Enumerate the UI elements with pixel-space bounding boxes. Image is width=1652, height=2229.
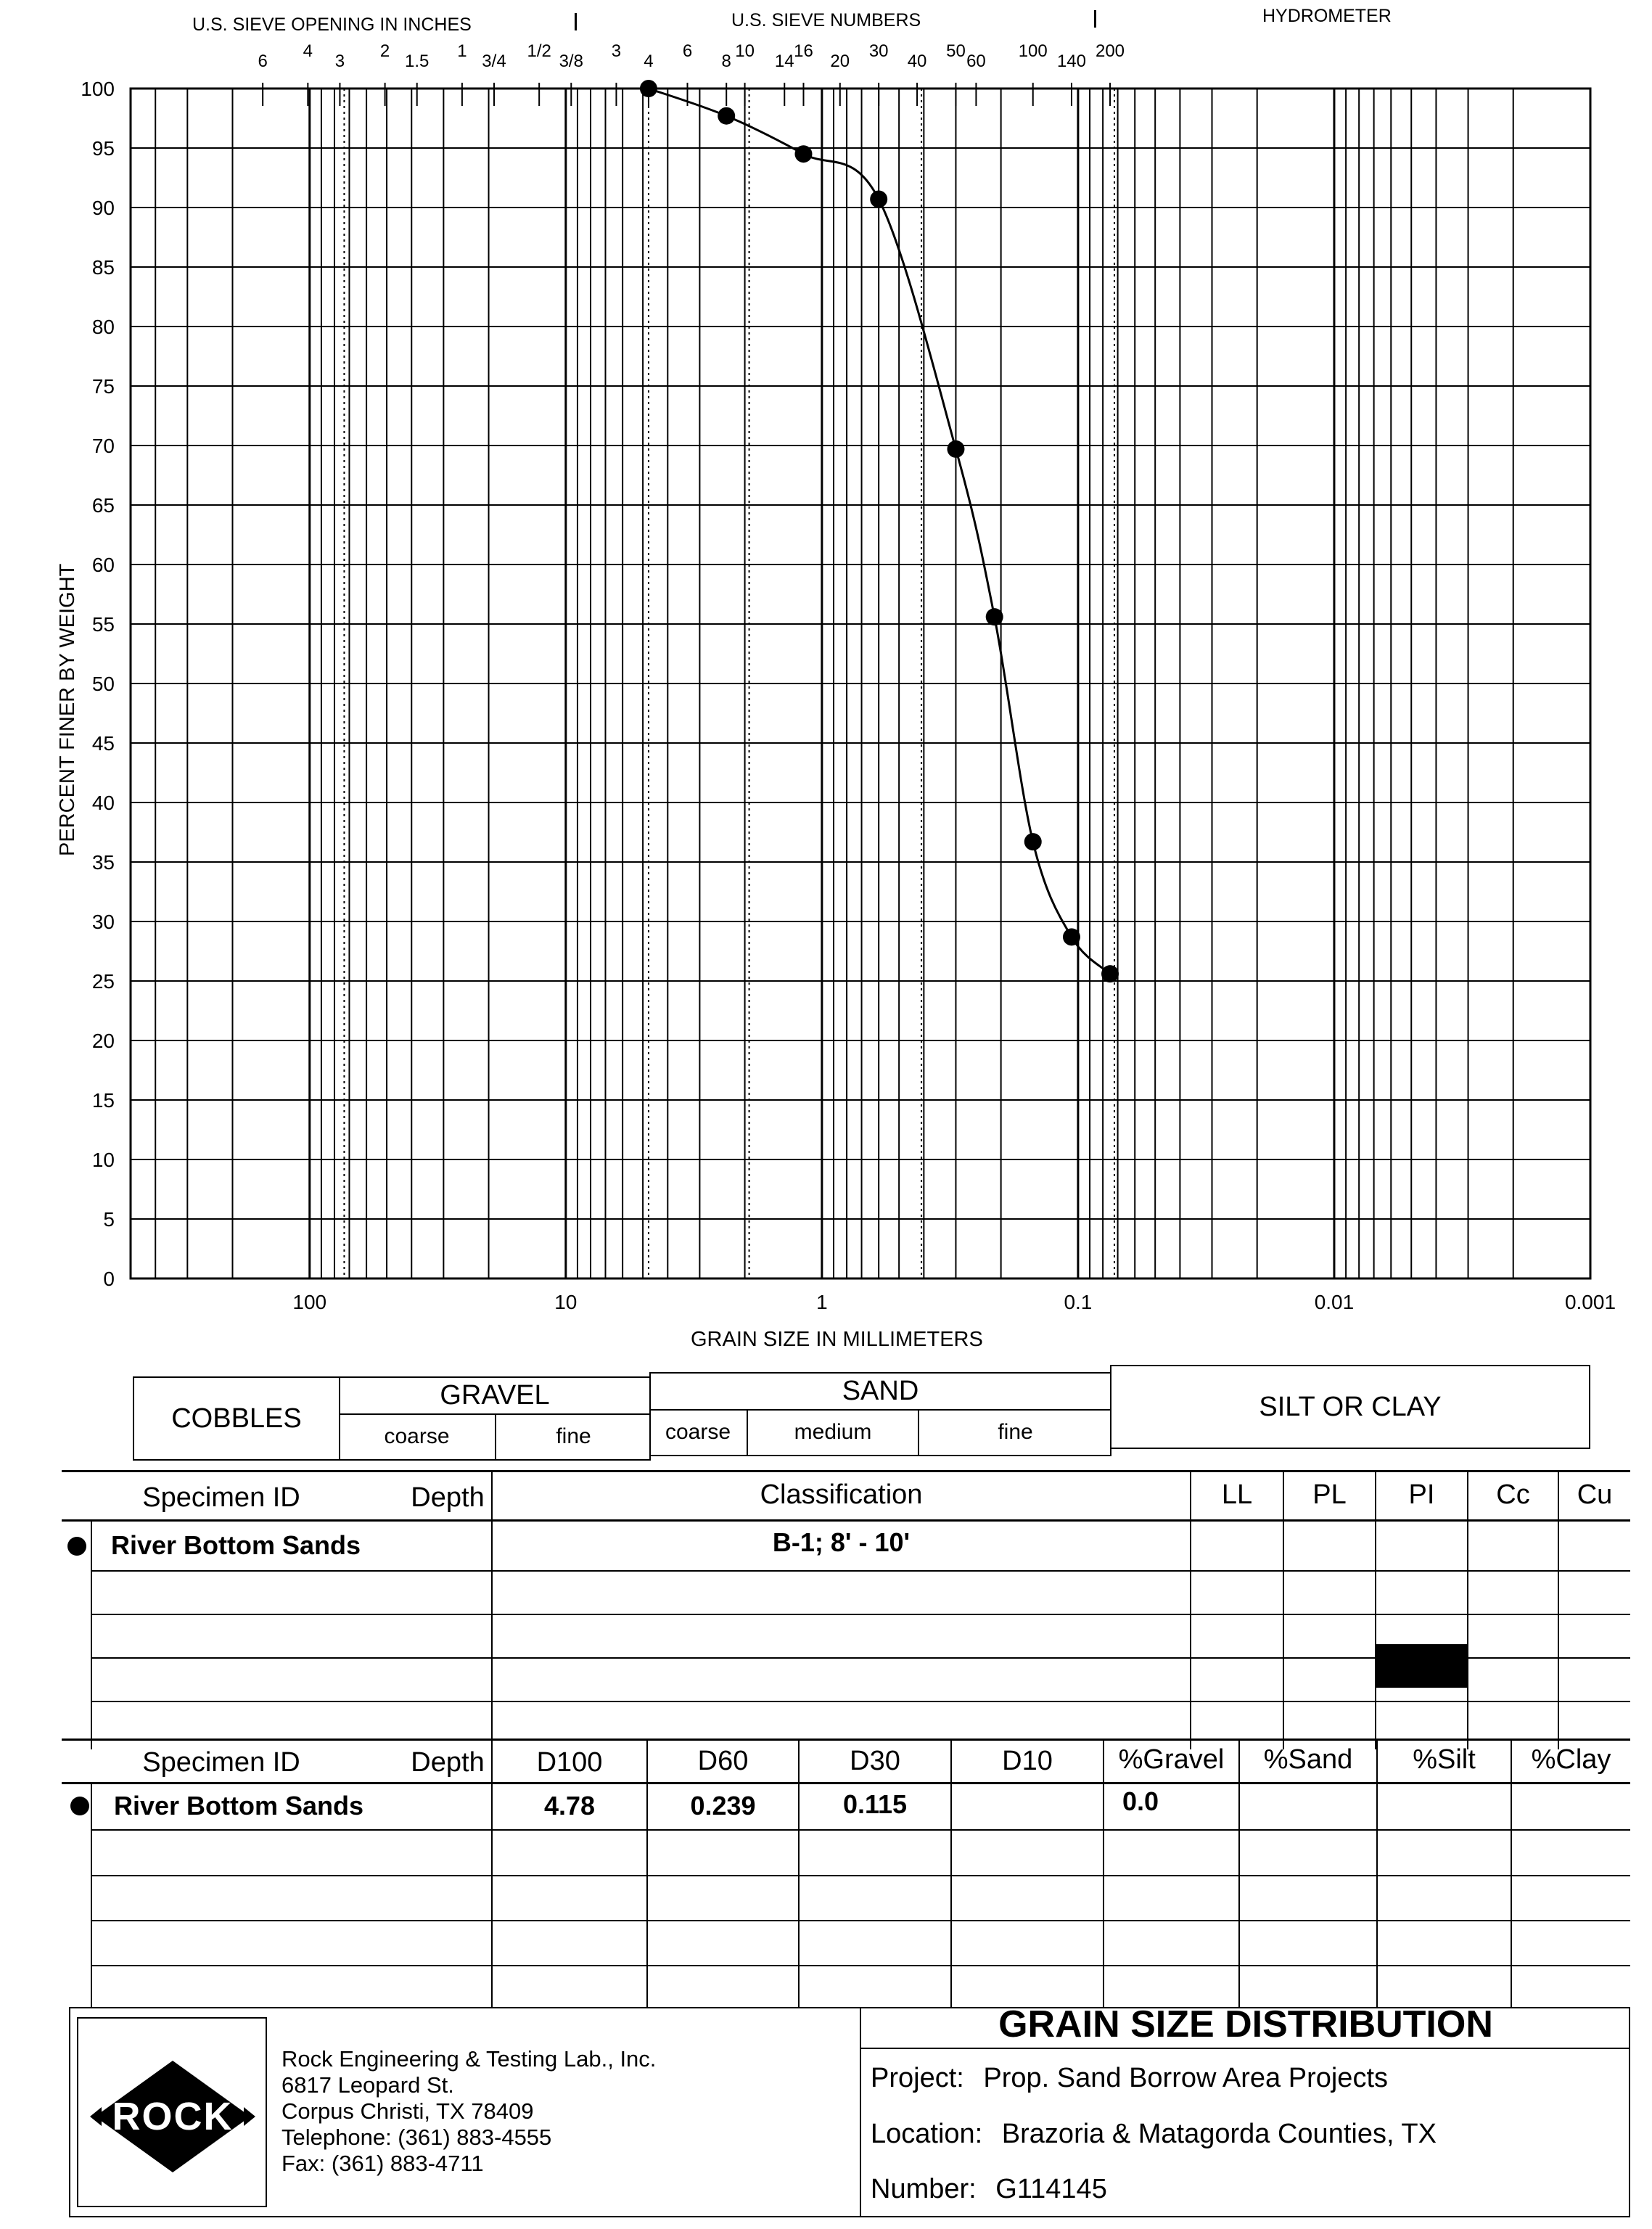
t1-header-depth: Depth (411, 1482, 485, 1513)
t2-row1-d30: 0.115 (842, 1789, 908, 1819)
sieve-label: 2 (379, 41, 390, 61)
t1-header-specimen: Specimen ID (142, 1482, 300, 1513)
project-row (871, 2063, 1388, 2094)
t2-line (91, 1875, 1630, 1876)
t2-header-clay: %Clay (1531, 1744, 1611, 1775)
t2-line (91, 1965, 1630, 1966)
header-divider (575, 13, 577, 30)
company-address-2: Corpus Christi, TX 78409 (282, 2098, 534, 2124)
data-point (1024, 833, 1042, 850)
t2-vline (91, 1782, 92, 2007)
t1-line (91, 1570, 1630, 1572)
sieve-label: 16 (794, 41, 813, 61)
cobbles-label: COBBLES (171, 1403, 302, 1434)
t2-header-silt: %Silt (1413, 1744, 1476, 1775)
title-underline (861, 2048, 1630, 2049)
y-tick-label: 35 (91, 851, 115, 874)
sieve-label: 60 (966, 52, 986, 71)
project-value: Prop. Sand Borrow Area Projects (983, 2063, 1388, 2093)
location-row (871, 2119, 1437, 2150)
sieve-label: 20 (830, 52, 850, 71)
company-phone: Telephone: (361) 883-4555 (282, 2125, 552, 2150)
t1-vline (91, 1519, 92, 1749)
sieve-labels (258, 41, 1125, 106)
data-point (794, 145, 812, 163)
number-label: Number: (871, 2174, 977, 2204)
sieve-label: 1 (457, 41, 467, 61)
x-tick-label: 0.001 (1564, 1291, 1616, 1313)
y-tick-label: 55 (91, 613, 115, 636)
sieve-label: 50 (946, 41, 966, 61)
header-divider (1094, 10, 1096, 28)
sieve-label: 200 (1095, 41, 1125, 61)
y-tick-label: 5 (103, 1208, 115, 1231)
y-tick-label: 20 (91, 1030, 115, 1052)
x-tick-label: 0.1 (1064, 1291, 1093, 1313)
y-tick-label: 75 (91, 375, 115, 398)
t2-row1-d60: 0.239 (690, 1791, 756, 1820)
sieve-label: 6 (258, 52, 268, 71)
y-tick-label: 50 (91, 673, 115, 695)
sand-coarse-label: coarse (665, 1420, 731, 1444)
t1-line (91, 1701, 1630, 1702)
chart-grid (131, 89, 1590, 1278)
sieve-label: 1.5 (405, 52, 430, 71)
sieve-label: 6 (682, 41, 693, 61)
y-tick-label: 15 (91, 1089, 115, 1112)
y-tick-label: 70 (91, 435, 115, 457)
t2-header-d10: D10 (1002, 1745, 1053, 1776)
number-sieve-header: U.S. SIEVE NUMBERS (731, 10, 921, 30)
pi-filled-cell (1376, 1644, 1467, 1688)
t1-header-ll: LL (1221, 1479, 1253, 1510)
specimen-symbol (70, 1797, 89, 1815)
sieve-label: 3 (334, 52, 345, 71)
inch-sieve-header: U.S. SIEVE OPENING IN INCHES (192, 15, 472, 35)
sieve-label: 30 (868, 41, 889, 61)
t2-header-d100: D100 (536, 1746, 603, 1778)
number-value: G114145 (995, 2174, 1107, 2204)
gravel-coarse-label: coarse (384, 1424, 450, 1448)
y-tick-label: 80 (91, 316, 115, 338)
sieve-label: 3/8 (559, 52, 583, 71)
sieve-label: 100 (1018, 41, 1048, 61)
t1-line (91, 1614, 1630, 1615)
t1-header-cu: Cu (1577, 1479, 1613, 1510)
x-axis-ticks (292, 1291, 1616, 1313)
location-value: Brazoria & Matagorda Counties, TX (1001, 2119, 1437, 2149)
t1-header-classification: Classification (760, 1479, 923, 1510)
y-tick-label: 95 (91, 137, 115, 160)
specimen-symbol (67, 1537, 86, 1556)
hydrometer-header: HYDROMETER (1262, 6, 1392, 26)
y-tick-label: 10 (91, 1149, 115, 1171)
y-tick-label: 100 (81, 78, 115, 100)
t1-line (62, 1470, 1630, 1472)
sieve-label: 4 (303, 41, 313, 61)
y-tick-label: 85 (91, 256, 115, 279)
t1-row1-specimen: River Bottom Sands (111, 1530, 361, 1560)
sieve-label: 40 (907, 52, 927, 71)
company-fax: Fax: (361) 883-4711 (282, 2151, 484, 2176)
sieve-label: 140 (1056, 52, 1086, 71)
sieve-label: 8 (721, 52, 731, 71)
sand-label: SAND (842, 1375, 919, 1406)
y-axis-ticks (81, 78, 115, 1290)
t2-row1-specimen: River Bottom Sands (114, 1791, 364, 1820)
sieve-label: 3/4 (482, 52, 506, 71)
t2-row1-gravel: 0.0 (1122, 1786, 1159, 1816)
classification-table (62, 1470, 1630, 1749)
t1-header-pi: PI (1408, 1479, 1435, 1510)
t2-line (91, 1920, 1630, 1921)
sand-medium-label: medium (794, 1420, 872, 1444)
company-name: Rock Engineering & Testing Lab., Inc. (282, 2046, 657, 2072)
t2-header-d60: D60 (697, 1745, 749, 1776)
sieve-label: 14 (774, 52, 794, 71)
t2-header-specimen: Specimen ID (142, 1746, 300, 1778)
number-row (871, 2174, 1107, 2205)
t2-line (91, 1829, 1630, 1831)
sieve-label: 1/2 (527, 41, 551, 61)
t1-row1-classification: B-1; 8' - 10' (772, 1527, 911, 1557)
x-axis-label: GRAIN SIZE IN MILLIMETERS (691, 1328, 983, 1351)
t1-header-pl: PL (1312, 1479, 1347, 1510)
t2-header-sand: %Sand (1263, 1744, 1353, 1775)
logo-text: ROCK (112, 2095, 234, 2138)
y-tick-label: 65 (91, 494, 115, 517)
y-tick-label: 30 (91, 911, 115, 933)
x-tick-label: 10 (554, 1291, 578, 1313)
company-info (282, 2046, 656, 2177)
y-axis-label: PERCENT FINER BY WEIGHT (56, 563, 79, 856)
data-point (718, 107, 735, 125)
y-tick-label: 0 (103, 1268, 115, 1290)
y-tick-label: 45 (91, 732, 115, 755)
data-point (1063, 928, 1080, 945)
gradation-table (62, 1739, 1630, 2007)
t2-header-d30: D30 (850, 1745, 900, 1776)
y-tick-label: 25 (91, 970, 115, 993)
company-address-1: 6817 Leopard St. (282, 2072, 454, 2098)
t1-header-cc: Cc (1496, 1479, 1530, 1510)
data-point (986, 608, 1003, 625)
data-point (947, 440, 964, 458)
gravel-label: GRAVEL (440, 1379, 550, 1411)
x-tick-label: 100 (292, 1291, 327, 1313)
location-label: Location: (871, 2119, 983, 2149)
y-axis-label-wrap (53, 563, 82, 885)
sieve-label: 4 (644, 52, 654, 71)
project-label: Project: (871, 2063, 964, 2093)
t2-header-gravel: %Gravel (1118, 1744, 1225, 1775)
x-tick-label: 1 (816, 1291, 828, 1313)
sieve-label: 3 (611, 41, 622, 61)
sand-fine-label: fine (998, 1420, 1033, 1444)
t2-header-depth: Depth (411, 1746, 485, 1778)
data-point (870, 191, 887, 208)
report-title: GRAIN SIZE DISTRIBUTION (998, 2003, 1493, 2045)
data-point (1101, 965, 1119, 982)
silt-clay-label: SILT OR CLAY (1259, 1391, 1442, 1422)
y-tick-label: 40 (91, 792, 115, 814)
y-tick-label: 90 (91, 197, 115, 219)
data-point (640, 80, 657, 97)
x-tick-label: 0.01 (1314, 1291, 1355, 1313)
sieve-label: 10 (735, 41, 755, 61)
t2-row1-d100: 4.78 (543, 1791, 596, 1820)
gravel-fine-label: fine (556, 1424, 591, 1448)
y-tick-label: 60 (91, 554, 115, 576)
